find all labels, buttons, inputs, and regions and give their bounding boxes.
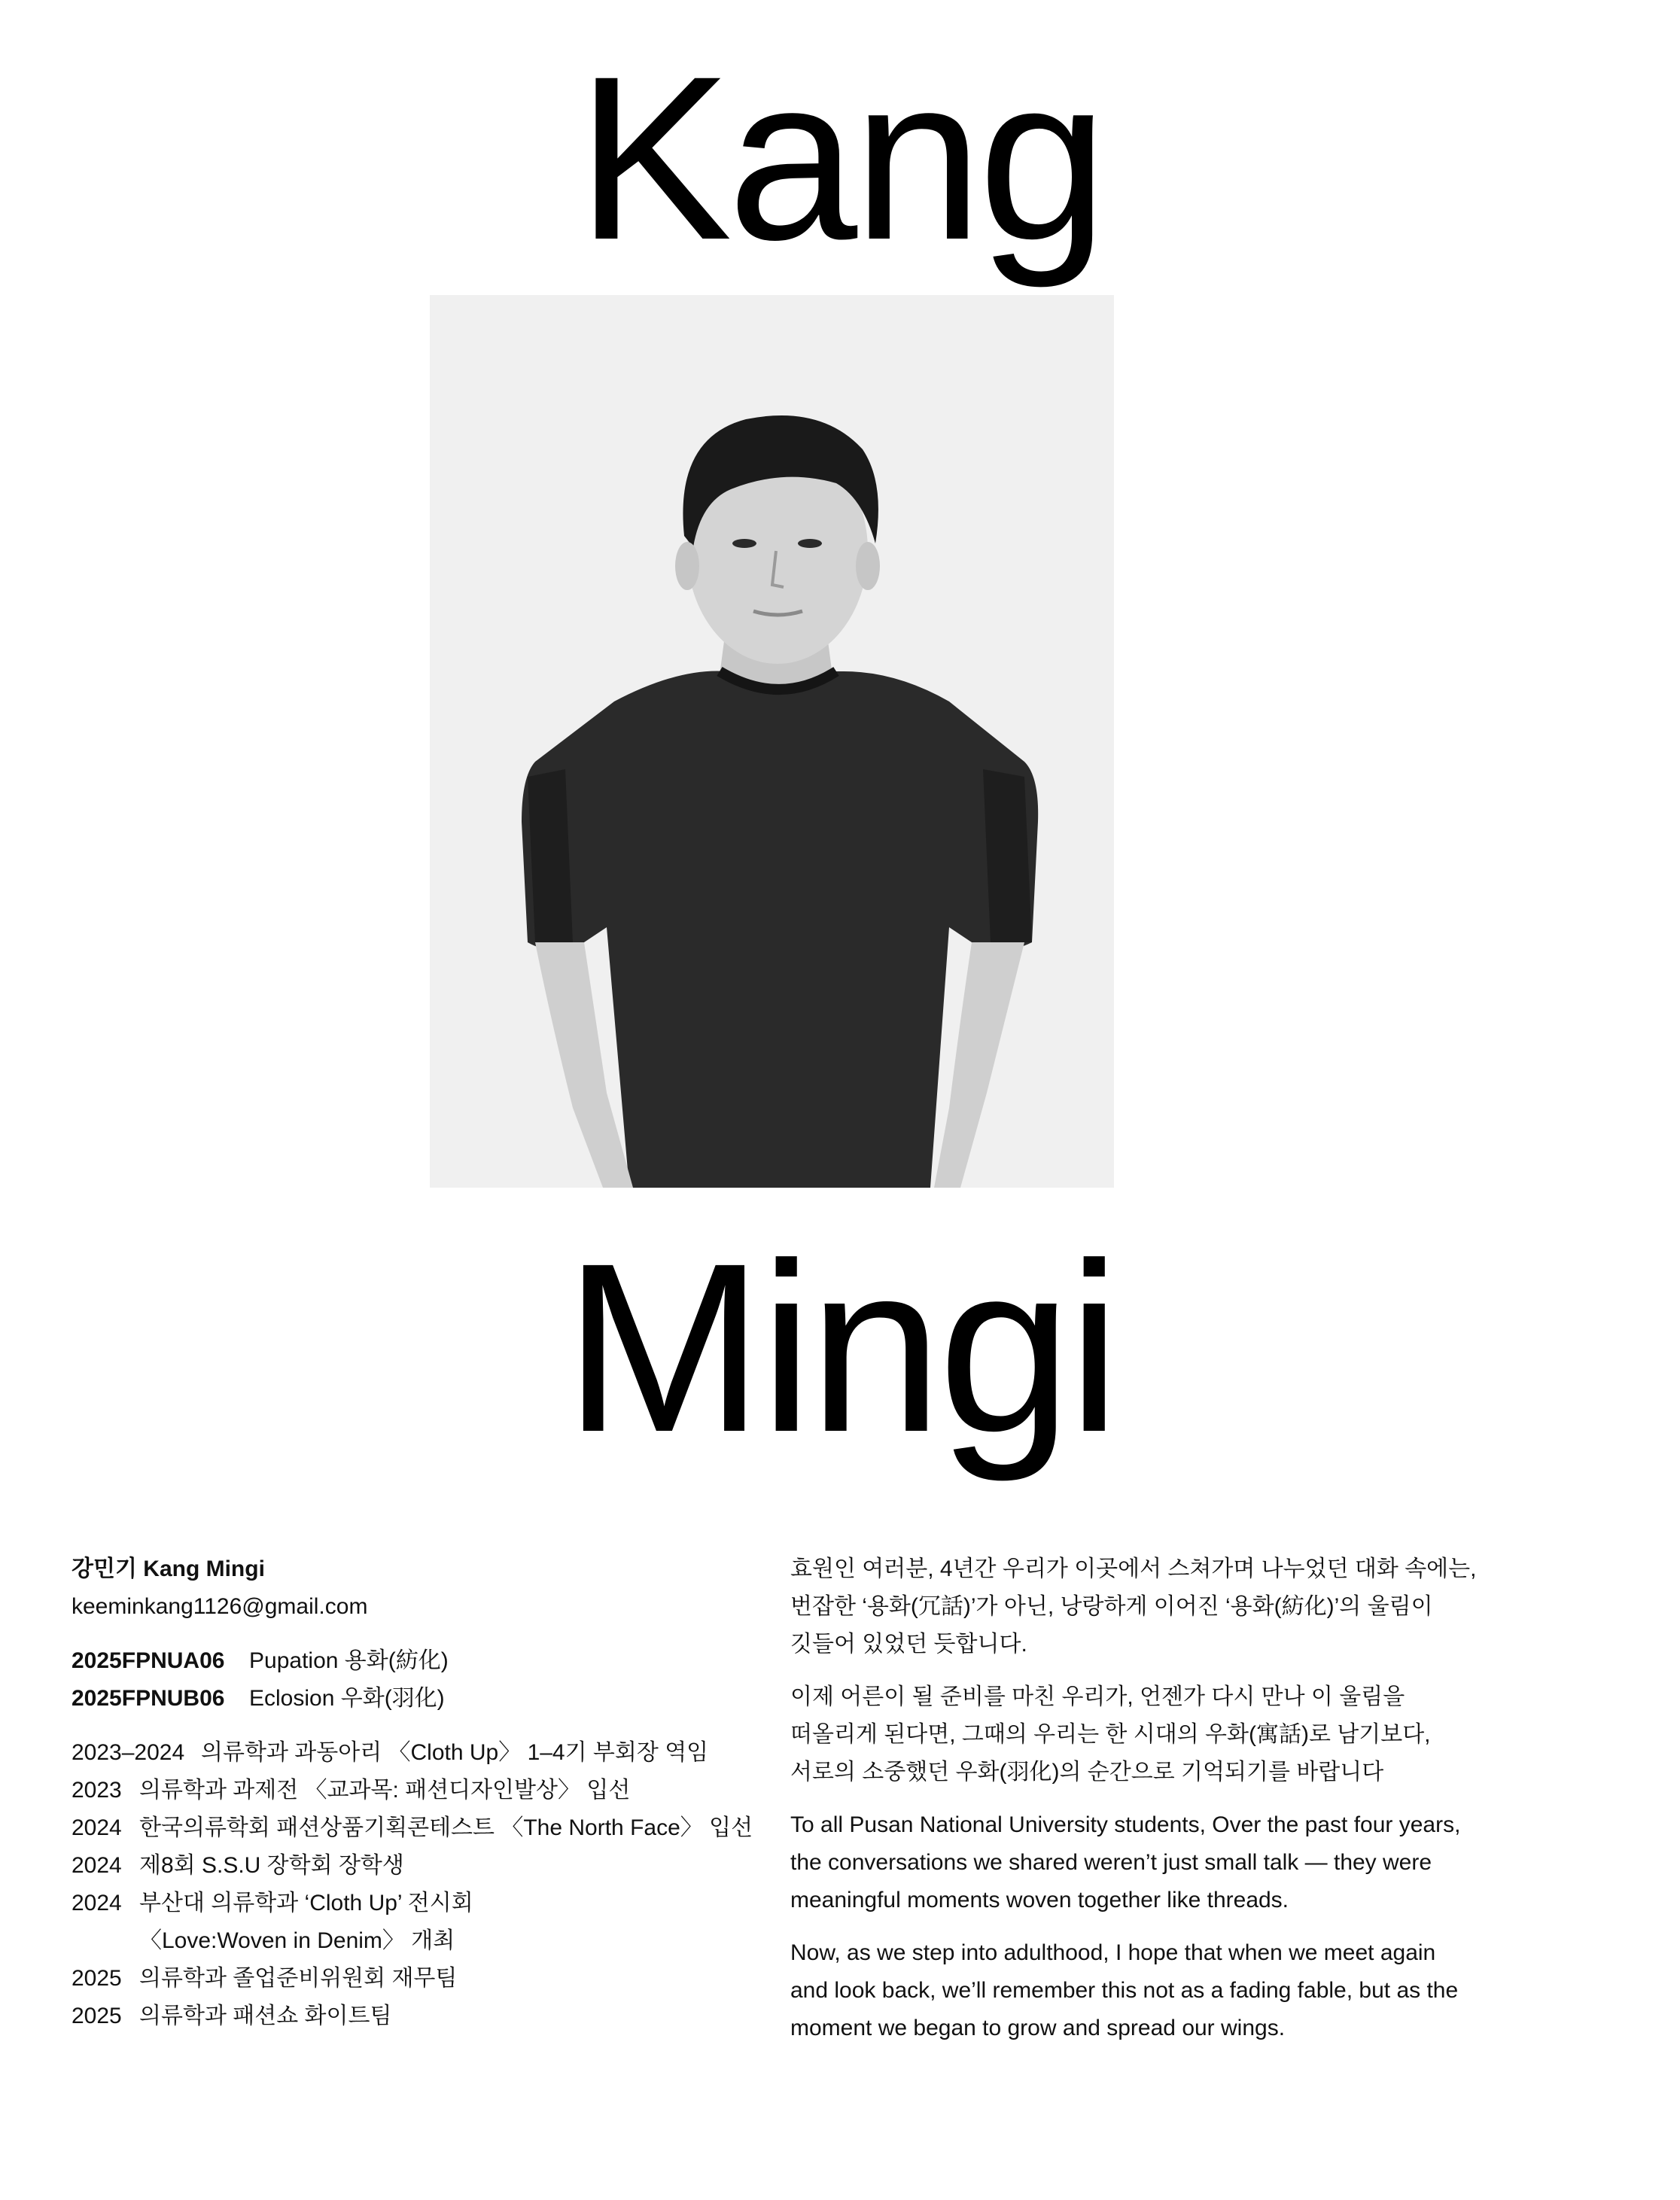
history-item: [72, 1847, 749, 1885]
project-item: [72, 1680, 749, 1718]
history-year: 2025: [72, 1966, 122, 1991]
history-item: [72, 1734, 749, 1772]
message-en-paragraph: [790, 1806, 1513, 1919]
profile-column: [72, 1550, 753, 2035]
message-line: To all Pusan National University students, Over the past four years,: [790, 1812, 1461, 1837]
message-line: 서로의 소중했던 우화(羽化)의 순간으로 기억되기를 바랍니다: [790, 1760, 1384, 1785]
message-line: 효원인 여러분, 4년간 우리가 이곳에서 스쳐가며 나누었던 대화 속에는,: [790, 1556, 1477, 1581]
message-ko-paragraph: [790, 1678, 1513, 1791]
message-line: Now, as we step into adulthood, I hope that when we meet again: [790, 1940, 1436, 1965]
history-item: [72, 1960, 749, 1998]
project-title: Pupation 용화(紡化): [249, 1648, 449, 1673]
history-year: 2025: [72, 2004, 122, 2028]
history-year: 2023–2024: [72, 1740, 185, 1765]
project-code: 2025FPNUB06: [72, 1686, 225, 1711]
message-ko-paragraph: [790, 1550, 1513, 1663]
message-line: the conversations we shared weren’t just small talk — they were: [790, 1850, 1432, 1875]
history-item: [72, 1885, 749, 1922]
profile-name: 강민기 Kang Mingi: [72, 1556, 265, 1581]
history-text: 〈Love:Woven in Denim〉 개최: [139, 1928, 455, 1953]
project-item: [72, 1642, 749, 1680]
history-item: [72, 1998, 749, 2035]
profile-email[interactable]: keeminkang1126@gmail.com: [72, 1594, 368, 1619]
message-en-paragraph: [790, 1934, 1513, 2047]
history-item: [72, 1772, 749, 1809]
history-year: 2024: [72, 1891, 122, 1915]
history-text: 부산대 의류학과 ‘Cloth Up’ 전시회: [139, 1891, 473, 1915]
message-line: meaningful moments woven together like threads.: [790, 1888, 1289, 1912]
history-text: 의류학과 과제전 〈교과목: 패션디자인발상〉 입선: [139, 1778, 631, 1803]
history-year: 2024: [72, 1853, 122, 1878]
portrait-illustration: [430, 295, 1114, 1188]
message-line: 번잡한 ‘용화(冗話)’가 아닌, 낭랑하게 이어진 ‘용화(紡化)’의 울림이: [790, 1594, 1433, 1619]
project-title: Eclosion 우화(羽化): [249, 1686, 445, 1711]
history-year: 2024: [72, 1815, 122, 1840]
history-text: 의류학과 패션쇼 화이트팀: [139, 2004, 392, 2028]
history-text: 한국의류학회 패션상품기획콘테스트 〈The North Face〉 입선: [139, 1815, 753, 1840]
message-line: 깃들어 있었던 듯합니다.: [790, 1632, 1027, 1657]
history-item: [72, 1809, 753, 1847]
message-line: and look back, we’ll remember this not as a fading fable, but as the: [790, 1978, 1459, 2003]
message-column: [790, 1550, 1513, 2062]
last-name-heading: Mingi: [563, 1213, 1117, 1482]
history-item: [72, 1922, 749, 1960]
message-line: 떠올리게 된다면, 그때의 우리는 한 시대의 우화(寓話)로 남기보다,: [790, 1722, 1431, 1747]
project-code: 2025FPNUA06: [72, 1648, 225, 1673]
history-text: 제8회 S.S.U 장학회 장학생: [139, 1853, 404, 1878]
history-text: 의류학과 과동아리 〈Cloth Up〉 1–4기 부회장 역임: [201, 1740, 709, 1765]
first-name-heading: Kang: [577, 27, 1103, 288]
message-line: moment we began to grow and spread our wings.: [790, 2016, 1286, 2040]
history-year: 2023: [72, 1778, 122, 1803]
portrait-photo: [430, 295, 1114, 1188]
message-line: 이제 어른이 될 준비를 마친 우리가, 언젠가 다시 만나 이 울림을: [790, 1684, 1405, 1709]
history-text: 의류학과 졸업준비위원회 재무팀: [139, 1966, 458, 1991]
